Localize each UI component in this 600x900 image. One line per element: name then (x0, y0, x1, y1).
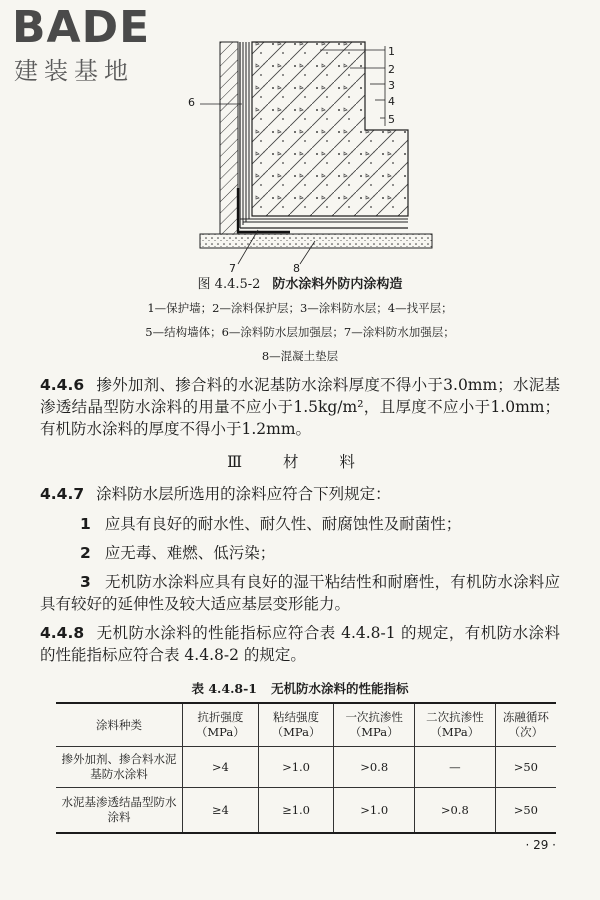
figure-title: 防水涂料外防内涂构造 (272, 277, 403, 292)
table-header: 一次抗渗性（MPa） (334, 703, 415, 747)
table-header: 粘结强度（MPa） (258, 703, 334, 747)
table-cell: — (415, 747, 496, 788)
clause-number: 4.4.6 (40, 376, 85, 394)
table-cell: >1.0 (334, 788, 415, 834)
item-number: 3 (80, 573, 91, 591)
callout-4: 4 (388, 95, 395, 108)
item-number: 2 (80, 544, 91, 562)
list-item (40, 513, 560, 535)
table-cell: >50 (495, 747, 556, 788)
construction-diagram (180, 38, 440, 278)
clause-text: 无机防水涂料的性能指标应符合表 4.4.8-1 的规定，有机防水涂料的性能指标应符合表 4.4.8-2 的规定。 (40, 624, 560, 664)
table-cell: >4 (183, 747, 259, 788)
logo-subtitle: 建装基地 (14, 57, 134, 85)
table-header-row (56, 703, 556, 747)
callout-6: 6 (188, 96, 195, 109)
figure-legend-line: 5—结构墙体；6—涂料防水层加强层；7—涂料防水加强层； (145, 325, 455, 339)
callout-8: 8 (293, 262, 300, 275)
clause-text: 涂料防水层所选用的涂料应符合下列规定： (96, 485, 391, 503)
table-cell: >0.8 (334, 747, 415, 788)
table-header: 二次抗渗性（MPa） (415, 703, 496, 747)
table-title (0, 681, 600, 697)
callout-2: 2 (388, 63, 395, 76)
table-header: 抗折强度（MPa） (183, 703, 259, 747)
clause-text: 掺外加剂、掺合料的水泥基防水涂料厚度不得小于3.0mm；水泥基渗透结晶型防水涂料的用量不应小于1.5kg/m²，且厚度不应小于1.0mm；有机防水涂料的厚度不得小于1.2mm。 (40, 376, 560, 438)
table-cell: ≥1.0 (258, 788, 334, 834)
table-cell: >50 (495, 788, 556, 834)
table-cell: >0.8 (415, 788, 496, 834)
logo-brand: BADE (12, 2, 151, 53)
item-text: 无机防水涂料应具有良好的湿干粘结性和耐磨性，有机防水涂料应具有较好的延伸性及较大适应基层变形能力。 (40, 573, 560, 613)
table-header: 冻融循环（次） (495, 703, 556, 747)
logo (12, 4, 182, 94)
table-title-text: 无机防水涂料的性能指标 (271, 681, 409, 696)
item-text: 应无毒、难燃、低污染； (104, 544, 276, 562)
performance-table (56, 702, 556, 834)
table-number: 表 4.4.8-1 (191, 681, 258, 696)
table-row (56, 747, 556, 788)
table-cell: 水泥基渗透结晶型防水涂料 (56, 788, 183, 834)
item-number: 1 (80, 515, 91, 533)
table-row (56, 788, 556, 834)
clause-number: 4.4.7 (40, 485, 85, 503)
callout-5: 5 (388, 113, 395, 126)
table-header: 涂料种类 (56, 703, 183, 747)
clause-number: 4.4.8 (40, 624, 85, 642)
figure-legend-line: 8—混凝土垫层 (261, 349, 339, 363)
item-text: 应具有良好的耐水性、耐久性、耐腐蚀性及耐菌性； (104, 515, 462, 533)
section-title: Ⅲ 材 料 (227, 453, 373, 471)
clause-4-4-7 (40, 483, 560, 505)
list-item (40, 542, 560, 564)
figure-legend-line: 1—保护墙；2—涂料保护层；3—涂料防水层；4—找平层； (147, 301, 453, 315)
clause-4-4-6 (40, 374, 560, 440)
callout-1: 1 (388, 45, 395, 58)
figure-number: 图 4.4.5-2 (197, 277, 261, 292)
clause-4-4-8 (40, 622, 560, 666)
table-cell: 掺外加剂、掺合料水泥基防水涂料 (56, 747, 183, 788)
figure-caption (0, 276, 600, 294)
list-item (40, 571, 560, 615)
construction-diagram-svg (180, 38, 440, 278)
callout-7: 7 (229, 262, 236, 275)
callout-3: 3 (388, 79, 395, 92)
page-number: · 29 · (525, 838, 556, 852)
table-cell: ≥4 (183, 788, 259, 834)
table-cell: >1.0 (258, 747, 334, 788)
